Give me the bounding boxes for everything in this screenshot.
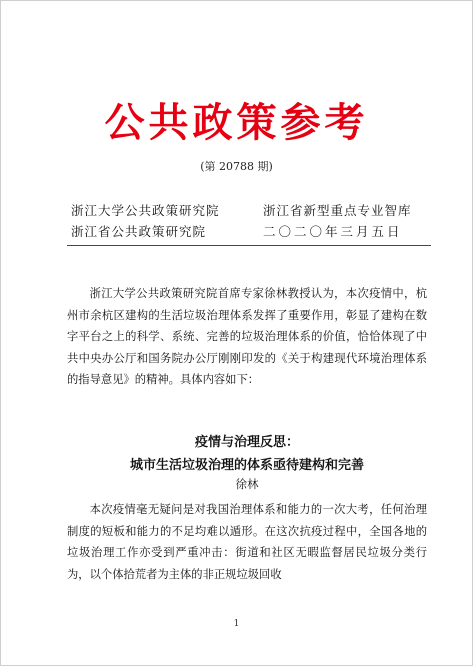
section-title-line-1: 疫情与治理反思：: [194, 435, 299, 450]
document-title: 公共政策参考: [104, 100, 369, 146]
publish-date: 二〇二〇年三月五日: [263, 224, 403, 239]
page-number: 1: [233, 619, 240, 629]
org-name-left-1: 浙江大学公共政策研究院: [71, 203, 220, 218]
org-name-left-2: 浙江省公共政策研究院: [71, 224, 207, 239]
section-title-line-2: 城市生活垃圾治理的体系亟待建构和完善: [129, 458, 364, 473]
header-divider: [67, 245, 431, 246]
issue-number: (第 20788 期): [200, 160, 273, 173]
org-name-right: 浙江省新型重点专业智库: [263, 203, 412, 218]
author-name: 徐林: [235, 477, 259, 491]
body-paragraph: 本次疫情毫无疑问是对我国治理体系和能力的一次大考，任何治理制度的短板和能力的不足均难以遁形。在这次抗疫过程中，全国各地的垃圾治理工作亦受到严重冲击：街道和社区无暇监督居民垃圾分类行为，以个体拾荒者为主体的非正规垃圾回收: [67, 503, 427, 581]
intro-paragraph: 浙江大学公共政策研究院首席专家徐林教授认为，本次疫情中，杭州市余杭区建构的生活垃圾治理体系发挥了重要作用，彰显了建构在数字平台之上的科学、系统、完善的垃圾治理体系的价值，恰恰体现了中共中央办公厅和国务院办公厅刚刚印发的《关于构建现代环境治理体系的指导意见》的精神。具体内容如下：: [67, 287, 427, 386]
